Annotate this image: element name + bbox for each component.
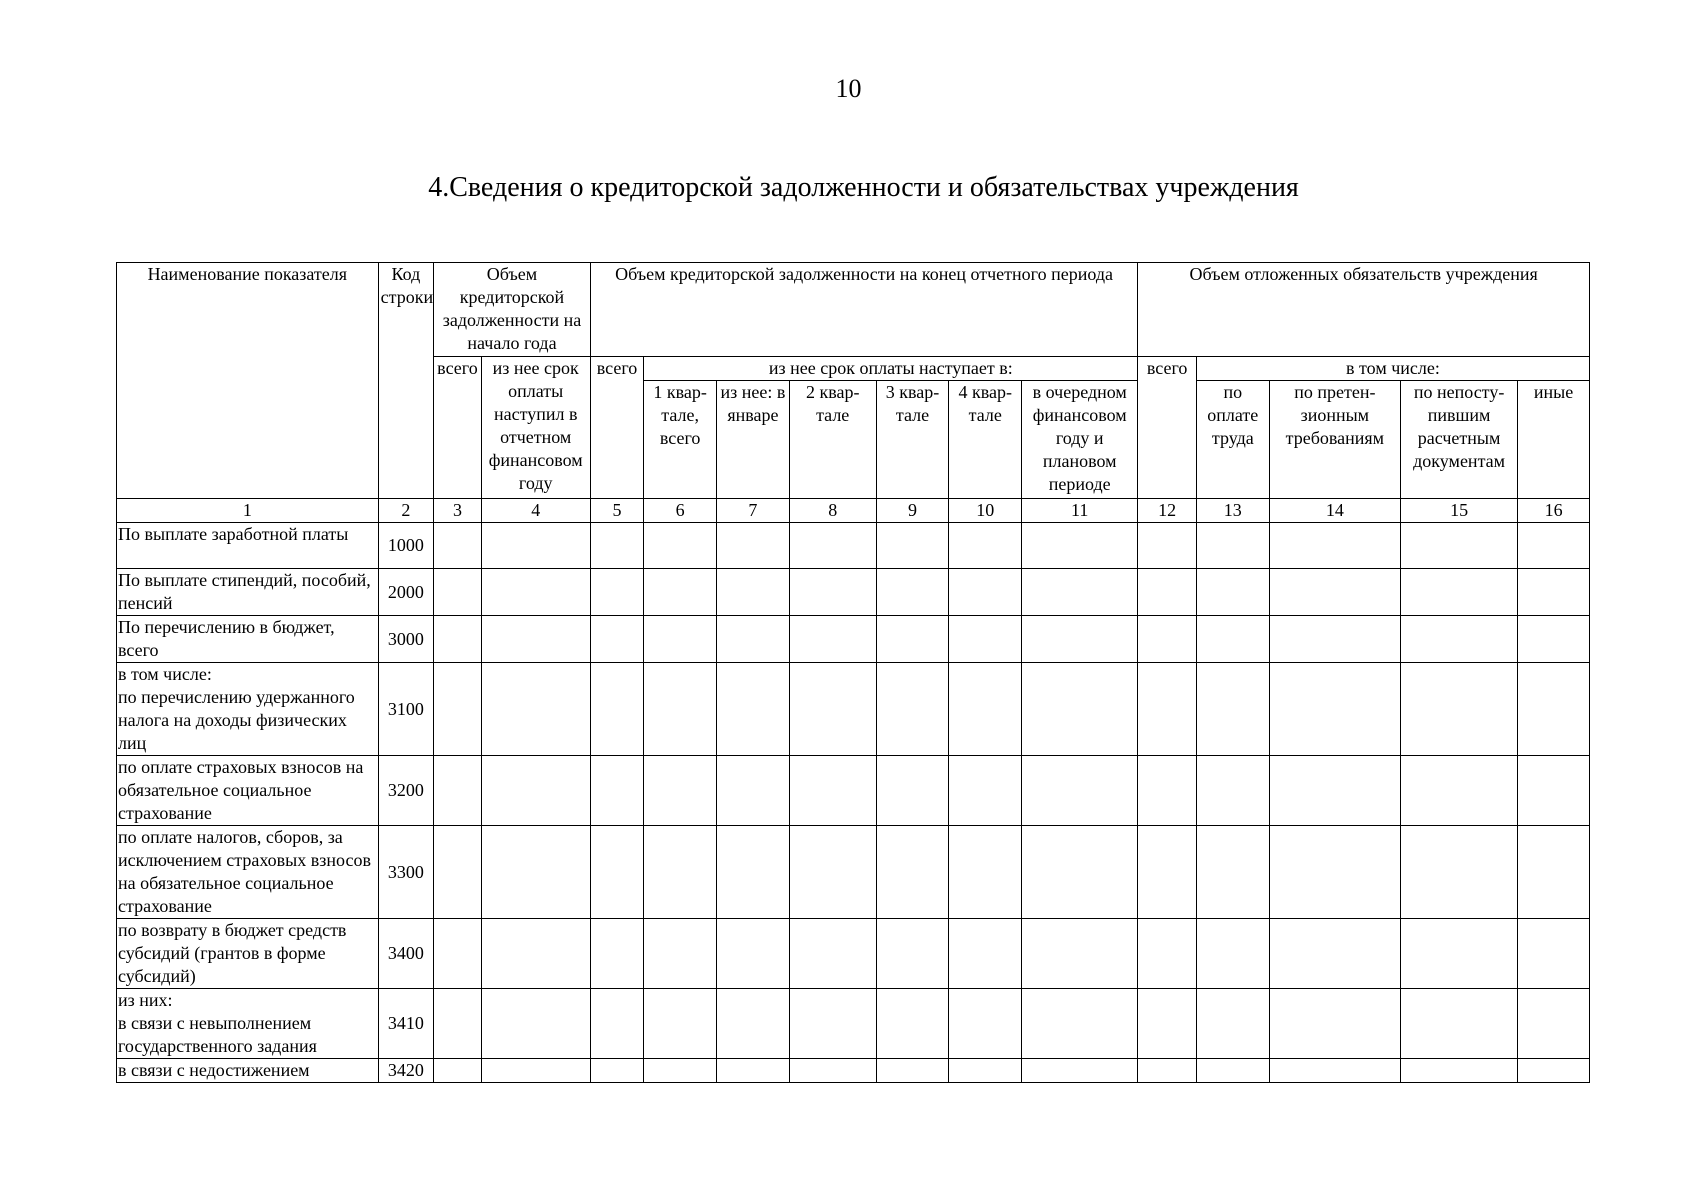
value-cell[interactable] xyxy=(481,616,590,663)
header-code: Код строки xyxy=(378,263,434,499)
value-cell[interactable] xyxy=(949,919,1022,989)
value-cell[interactable] xyxy=(481,569,590,616)
value-cell[interactable] xyxy=(1401,989,1518,1059)
value-cell[interactable] xyxy=(644,756,717,826)
value-cell[interactable] xyxy=(1518,756,1590,826)
value-cell[interactable] xyxy=(1269,663,1400,756)
value-cell[interactable] xyxy=(481,919,590,989)
header-name: Наименование показателя xyxy=(117,263,379,499)
row-name: по возврату в бюджет средств субсидий (грантов в форме субсидий) xyxy=(117,919,379,989)
value-cell[interactable] xyxy=(434,523,481,569)
column-number: 8 xyxy=(789,499,876,523)
row-name: По выплате стипендий, пособий, пенсий xyxy=(117,569,379,616)
value-cell[interactable] xyxy=(1518,826,1590,919)
section-title: 4.Сведения о кредиторской задолженности и обязательствах учреждения xyxy=(428,172,1299,203)
value-cell[interactable] xyxy=(434,826,481,919)
column-number: 2 xyxy=(378,499,434,523)
value-cell[interactable] xyxy=(876,569,949,616)
value-cell[interactable] xyxy=(1022,826,1138,919)
value-cell[interactable] xyxy=(1401,756,1518,826)
value-cell[interactable] xyxy=(644,569,717,616)
value-cell[interactable] xyxy=(1518,1059,1590,1083)
value-cell[interactable] xyxy=(1138,523,1197,569)
value-cell[interactable] xyxy=(1022,663,1138,756)
value-cell[interactable] xyxy=(434,616,481,663)
value-cell[interactable] xyxy=(1269,826,1400,919)
value-cell[interactable] xyxy=(1518,523,1590,569)
value-cell[interactable] xyxy=(644,1059,717,1083)
value-cell[interactable] xyxy=(1138,1059,1197,1083)
row-code: 3400 xyxy=(378,919,434,989)
value-cell[interactable] xyxy=(481,1059,590,1083)
value-cell[interactable] xyxy=(717,756,790,826)
header-end-due-group: из нее срок оплаты наступает в: xyxy=(644,357,1138,381)
value-cell[interactable] xyxy=(876,616,949,663)
value-cell[interactable] xyxy=(590,756,644,826)
value-cell[interactable] xyxy=(434,989,481,1059)
value-cell[interactable] xyxy=(717,523,790,569)
header-deferred-group: Объем отложенных обязательств учреждения xyxy=(1138,263,1590,357)
value-cell[interactable] xyxy=(717,569,790,616)
value-cell[interactable] xyxy=(717,919,790,989)
value-cell[interactable] xyxy=(949,1059,1022,1083)
table-row xyxy=(117,616,1590,663)
row-code: 3410 xyxy=(378,989,434,1059)
value-cell[interactable] xyxy=(1401,1059,1518,1083)
value-cell[interactable] xyxy=(590,523,644,569)
header-start-due: из нее срок оплаты наступил в отчетном финансовом году xyxy=(481,357,590,499)
value-cell[interactable] xyxy=(1269,989,1400,1059)
column-number: 14 xyxy=(1269,499,1400,523)
row-name: По перечислению в бюджет, всего xyxy=(117,616,379,663)
value-cell[interactable] xyxy=(590,919,644,989)
value-cell[interactable] xyxy=(949,616,1022,663)
header-jan: из нее: в январе xyxy=(717,381,790,499)
value-cell[interactable] xyxy=(1138,616,1197,663)
value-cell[interactable] xyxy=(590,663,644,756)
value-cell[interactable] xyxy=(949,569,1022,616)
value-cell[interactable] xyxy=(1196,989,1269,1059)
value-cell[interactable] xyxy=(949,663,1022,756)
row-name: в том числе: по перечислению удержанного налога на доходы физических лиц xyxy=(117,663,379,756)
value-cell[interactable] xyxy=(789,989,876,1059)
value-cell[interactable] xyxy=(434,1059,481,1083)
row-code: 3200 xyxy=(378,756,434,826)
header-other: иные xyxy=(1518,381,1590,499)
table-row xyxy=(117,989,1590,1059)
row-code: 3300 xyxy=(378,826,434,919)
value-cell[interactable] xyxy=(1022,919,1138,989)
column-number: 1 xyxy=(117,499,379,523)
table-row xyxy=(117,523,1590,569)
header-end-total: всего xyxy=(590,357,644,499)
value-cell[interactable] xyxy=(1401,919,1518,989)
value-cell[interactable] xyxy=(717,826,790,919)
value-cell[interactable] xyxy=(1196,523,1269,569)
value-cell[interactable] xyxy=(644,616,717,663)
page-number: 10 xyxy=(835,74,862,103)
value-cell[interactable] xyxy=(1196,616,1269,663)
value-cell[interactable] xyxy=(590,1059,644,1083)
value-cell[interactable] xyxy=(789,663,876,756)
value-cell[interactable] xyxy=(1401,616,1518,663)
value-cell[interactable] xyxy=(1401,569,1518,616)
value-cell[interactable] xyxy=(717,1059,790,1083)
header-labor: по оплате труда xyxy=(1196,381,1269,499)
value-cell[interactable] xyxy=(876,826,949,919)
header-docs: по непосту-пившим расчетным документам xyxy=(1401,381,1518,499)
value-cell[interactable] xyxy=(1518,616,1590,663)
header-q1: 1 квар-тале, всего xyxy=(644,381,717,499)
column-number: 4 xyxy=(481,499,590,523)
value-cell[interactable] xyxy=(717,989,790,1059)
row-name: по оплате налогов, сборов, за исключением страховых взносов на обязательное социальное страхование xyxy=(117,826,379,919)
value-cell[interactable] xyxy=(481,756,590,826)
value-cell[interactable] xyxy=(949,989,1022,1059)
table-row xyxy=(117,569,1590,616)
header-q4: 4 квар-тале xyxy=(949,381,1022,499)
value-cell[interactable] xyxy=(1196,756,1269,826)
column-number: 9 xyxy=(876,499,949,523)
column-number: 3 xyxy=(434,499,481,523)
value-cell[interactable] xyxy=(1269,569,1400,616)
value-cell[interactable] xyxy=(481,989,590,1059)
table-row xyxy=(117,756,1590,826)
row-name: в связи с недостижением xyxy=(117,1059,379,1083)
value-cell[interactable] xyxy=(434,756,481,826)
value-cell[interactable] xyxy=(789,919,876,989)
row-code: 3420 xyxy=(378,1059,434,1083)
value-cell[interactable] xyxy=(876,663,949,756)
value-cell[interactable] xyxy=(644,989,717,1059)
value-cell[interactable] xyxy=(789,523,876,569)
value-cell[interactable] xyxy=(949,523,1022,569)
value-cell[interactable] xyxy=(1401,826,1518,919)
value-cell[interactable] xyxy=(876,1059,949,1083)
value-cell[interactable] xyxy=(644,663,717,756)
header-deferred-total: всего xyxy=(1138,357,1197,499)
value-cell[interactable] xyxy=(1518,663,1590,756)
row-name: из них: в связи с невыполнением государственного задания xyxy=(117,989,379,1059)
header-next-year: в очередном финансовом году и плановом периоде xyxy=(1022,381,1138,499)
value-cell[interactable] xyxy=(717,663,790,756)
column-number: 6 xyxy=(644,499,717,523)
header-start-group: Объем кредиторской задолженности на начало года xyxy=(434,263,591,357)
value-cell[interactable] xyxy=(1022,1059,1138,1083)
value-cell[interactable] xyxy=(876,919,949,989)
table-row xyxy=(117,919,1590,989)
value-cell[interactable] xyxy=(1269,1059,1400,1083)
row-name: По выплате заработной платы xyxy=(117,523,379,569)
value-cell[interactable] xyxy=(789,1059,876,1083)
value-cell[interactable] xyxy=(1401,523,1518,569)
value-cell[interactable] xyxy=(644,826,717,919)
column-number: 13 xyxy=(1196,499,1269,523)
value-cell[interactable] xyxy=(1138,663,1197,756)
table-row xyxy=(117,1059,1590,1083)
value-cell[interactable] xyxy=(1196,826,1269,919)
column-number: 16 xyxy=(1518,499,1590,523)
row-code: 3100 xyxy=(378,663,434,756)
value-cell[interactable] xyxy=(590,989,644,1059)
column-number-row xyxy=(117,499,1590,523)
payables-table xyxy=(116,262,1590,1083)
value-cell[interactable] xyxy=(434,569,481,616)
value-cell[interactable] xyxy=(1138,569,1197,616)
value-cell[interactable] xyxy=(717,616,790,663)
value-cell[interactable] xyxy=(1518,919,1590,989)
table-body xyxy=(117,523,1590,1083)
row-name: по оплате страховых взносов на обязательное социальное страхование xyxy=(117,756,379,826)
value-cell[interactable] xyxy=(789,826,876,919)
value-cell[interactable] xyxy=(949,826,1022,919)
value-cell[interactable] xyxy=(644,919,717,989)
value-cell[interactable] xyxy=(876,756,949,826)
column-number: 10 xyxy=(949,499,1022,523)
column-number: 15 xyxy=(1401,499,1518,523)
value-cell[interactable] xyxy=(1269,756,1400,826)
value-cell[interactable] xyxy=(876,523,949,569)
value-cell[interactable] xyxy=(434,919,481,989)
column-number: 7 xyxy=(717,499,790,523)
row-code: 1000 xyxy=(378,523,434,569)
value-cell[interactable] xyxy=(590,826,644,919)
value-cell[interactable] xyxy=(789,569,876,616)
value-cell[interactable] xyxy=(1138,826,1197,919)
header-claims: по претен-зионным требованиям xyxy=(1269,381,1400,499)
value-cell[interactable] xyxy=(1518,989,1590,1059)
value-cell[interactable] xyxy=(1196,663,1269,756)
value-cell[interactable] xyxy=(1269,919,1400,989)
column-number: 11 xyxy=(1022,499,1138,523)
column-number: 5 xyxy=(590,499,644,523)
value-cell[interactable] xyxy=(481,523,590,569)
header-q3: 3 квар-тале xyxy=(876,381,949,499)
value-cell[interactable] xyxy=(1022,989,1138,1059)
value-cell[interactable] xyxy=(590,616,644,663)
value-cell[interactable] xyxy=(1138,919,1197,989)
table-row xyxy=(117,663,1590,756)
header-start-total: всего xyxy=(434,357,481,499)
value-cell[interactable] xyxy=(1269,616,1400,663)
value-cell[interactable] xyxy=(1138,756,1197,826)
row-code: 3000 xyxy=(378,616,434,663)
value-cell[interactable] xyxy=(1138,989,1197,1059)
value-cell[interactable] xyxy=(1196,569,1269,616)
value-cell[interactable] xyxy=(1269,523,1400,569)
value-cell[interactable] xyxy=(1022,756,1138,826)
value-cell[interactable] xyxy=(789,616,876,663)
value-cell[interactable] xyxy=(949,756,1022,826)
value-cell[interactable] xyxy=(481,663,590,756)
value-cell[interactable] xyxy=(481,826,590,919)
header-end-group: Объем кредиторской задолженности на конец отчетного периода xyxy=(590,263,1138,357)
value-cell[interactable] xyxy=(1022,616,1138,663)
value-cell[interactable] xyxy=(1022,523,1138,569)
value-cell[interactable] xyxy=(1022,569,1138,616)
value-cell[interactable] xyxy=(1196,1059,1269,1083)
value-cell[interactable] xyxy=(434,663,481,756)
value-cell[interactable] xyxy=(590,569,644,616)
value-cell[interactable] xyxy=(876,989,949,1059)
header-incl: в том числе: xyxy=(1196,357,1589,381)
table-row xyxy=(117,826,1590,919)
header-q2: 2 квар-тале xyxy=(789,381,876,499)
column-number: 12 xyxy=(1138,499,1197,523)
value-cell[interactable] xyxy=(789,756,876,826)
value-cell[interactable] xyxy=(1401,663,1518,756)
value-cell[interactable] xyxy=(644,523,717,569)
row-code: 2000 xyxy=(378,569,434,616)
value-cell[interactable] xyxy=(1196,919,1269,989)
value-cell[interactable] xyxy=(1518,569,1590,616)
